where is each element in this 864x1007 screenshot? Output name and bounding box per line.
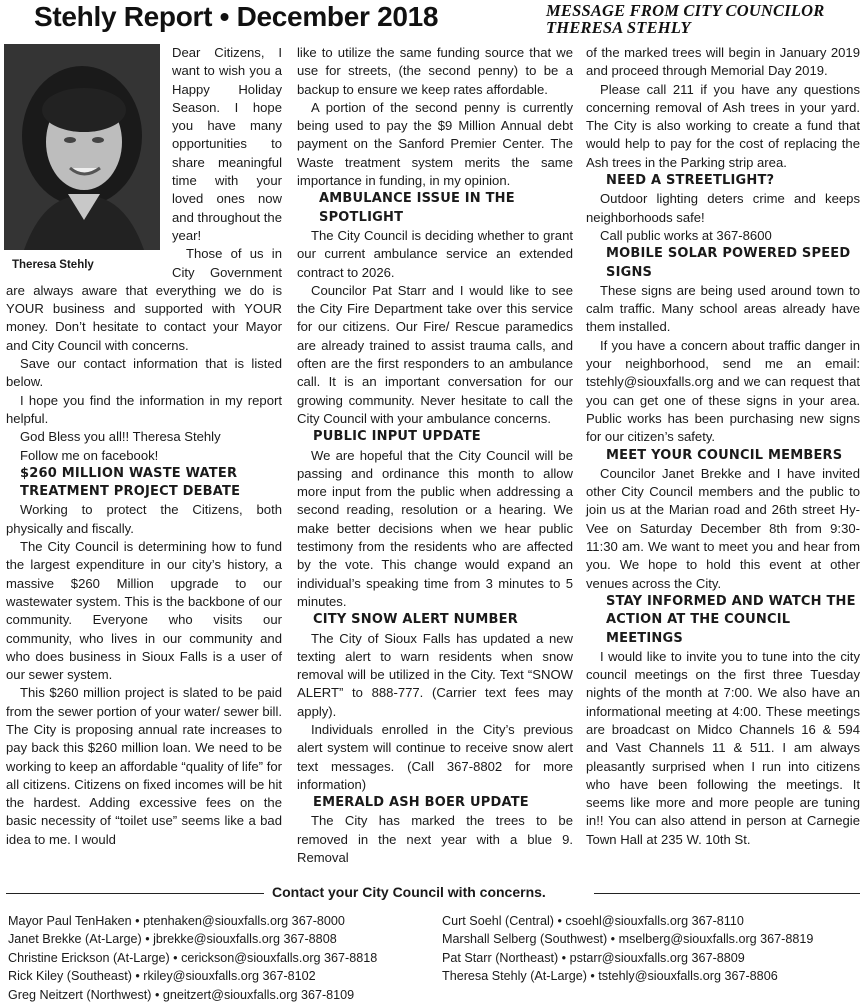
heading-ash-boer: EMERALD ASH BOER UPDATE: [313, 795, 529, 811]
paragraph: Individuals enrolled in the City’s previous alert system will continue to receive snow alert text messages. (Call 367-8802 for more information): [297, 721, 573, 792]
divider-right: [594, 893, 860, 894]
paragraph: Save our contact information that is listed below.: [6, 356, 282, 390]
paragraph: These signs are being used around town to calm traffic. Many school areas already have them installed.: [586, 282, 860, 335]
paragraph: I hope you find the information in my report helpful.: [6, 392, 282, 426]
paragraph: I would like to invite you to tune into the city council meetings on the first three Tuesday nights of the month at 7:00. We also have an informational meeting at 4:00. These meetings are broadcast on Midco Channels 16 & 594 and Vast Channels 11 & 511. I am always pleasantly surprised when I run into citizens who have been following the meetings. It seems like more and more people are tuning in!! You can also attend in person at Carnegie Town Hall at 235 W. 10th St.: [586, 648, 860, 847]
paragraph: Those of us in City Government are always aware that everything we do is YOUR business and supported with YOUR money. Don’t hesitate to contact your Mayor and City Council with concerns.: [6, 246, 282, 353]
paragraph: The City Council is determining how to fund the largest expenditure in our city’s history, a massive $260 Million upgrade to our wastewater system. This is the backbone of our community. Everyone who visits our community, who lives in our community and who does business in Sioux Falls is a user of our sewer system.: [6, 539, 282, 683]
column-3: [586, 44, 860, 849]
masthead-header: [0, 0, 864, 44]
contact-entry: Greg Neitzert (Northwest) • gneitzert@siouxfalls.org 367-8109: [8, 987, 355, 1002]
heading-ambulance: AMBULANCE ISSUE IN THE SPOTLIGHT: [319, 191, 515, 225]
contact-entry: Pat Starr (Northeast) • pstarr@siouxfalls.org 367-8809: [442, 950, 745, 965]
paragraph: If you have a concern about traffic danger in your neighborhood, send me an email: tstehly@siouxfalls.org and we can request that you can get one of these signs in your area. Public works has been purchasing new signs for our citizen’s safety.: [586, 337, 860, 445]
paragraph: A portion of the second penny is currently being used to pay the $9 Million Annual debt payment on the Sanford Premier Center. The Waste treatment system merits the same importance in funding, in my opinion.: [297, 99, 573, 189]
portrait-image: [4, 44, 160, 250]
subtitle-line-2: THERESA STEHLY: [546, 18, 691, 37]
heading-meet-council: MEET YOUR COUNCIL MEMBERS: [606, 447, 843, 463]
paragraph: We are hopeful that the City Council will be passing and ordinance this month to allow more input from the public when addressing a second reading, resolution or a hearing. We make better decisions when we hear public testimony from the residents who are affected by the vote. This change would expand an individual’s speaking time from 3 minutes to 5 minutes.: [297, 447, 573, 609]
heading-waste-water: $260 MILLION WASTE WATER TREATMENT PROJECT DEBATE: [20, 465, 241, 500]
paragraph: Outdoor lighting deters crime and keeps neighborhoods safe!: [586, 191, 860, 225]
column-1: [6, 44, 282, 849]
paragraph: This $260 million project is slated to be paid from the sewer portion of your water/ sewer bill. The City is proposing annual rate increases to pay back this $260 million loan. We need to be working to keep an affordable “quality of life” for all citizens. Citizens on fixed incomes will be hit the hardest. Adding excessive fees on the basic necessity of “toilet use” seems like a bad idea to me. I would: [6, 685, 282, 847]
photo-caption: Theresa Stehly: [12, 259, 94, 271]
contact-entry: Marshall Selberg (Southwest) • mselberg@siouxfalls.org 367-8819: [442, 932, 814, 947]
paragraph: The City of Sioux Falls has updated a new texting alert to warn residents when snow removal will be utilized in the City. Text “SNOW ALERT” to 888-777. (Carrier text fees may apply).: [297, 630, 573, 719]
contact-entry: Theresa Stehly (At-Large) • tstehly@siouxfalls.org 367-8806: [442, 969, 778, 984]
paragraph: Councilor Janet Brekke and I have invited other City Council members and the public to join us at the Marian road and 26th street Hy-Vee on Saturday December 8th from 9:30-11:30 am. We want to meet you and hear from you. We hope to hold this event at other venues across the City.: [586, 465, 860, 591]
paragraph: of the marked trees will begin in January 2019 and proceed through Memorial Day 2019.: [586, 45, 860, 79]
newsletter-subtitle: [546, 2, 824, 36]
paragraph: The City has marked the trees to be removed in the next year with a blue 9. Removal: [297, 813, 573, 866]
intro-paragraph: Dear Citizens, I want to wish you a Happy Holiday Season. I hope you have many opportunities to share meaningful time with your loved ones now and throughout the year!: [172, 45, 282, 243]
contact-entry: Mayor Paul TenHaken • ptenhaken@siouxfalls.org 367-8000: [8, 914, 345, 928]
paragraph: Call public works at 367-8600: [600, 227, 772, 243]
paragraph: Please call 211 if you have any questions concerning removal of Ash trees in your yard. The City is also working to create a fund that would help to pay for the cost of replacing the Ash trees in the Parking strip area.: [586, 81, 860, 170]
heading-snow-alert: CITY SNOW ALERT NUMBER: [313, 612, 518, 628]
divider-left: [6, 893, 264, 894]
paragraph: The City Council is deciding whether to grant our current ambulance service an extended contract to 2026.: [297, 227, 573, 280]
newsletter-title: Stehly Report • December 2018: [34, 1, 439, 32]
heading-stay-informed: STAY INFORMED AND WATCH THE ACTION AT THE COUNCIL MEETINGS: [606, 593, 856, 646]
subtitle-line-1: MESSAGE FROM CITY COUNCILOR: [546, 1, 825, 20]
paragraph: Councilor Pat Starr and I would like to see the City Fire Department take over this service for our citizens. Our Fire/ Rescue paramedics are already trained to assist trauma calls, and often are the first responders to an ambulance call. It is an important conversation for our growing community. Never hesitate to call the City Council with your ambulance concerns.: [297, 282, 573, 426]
contact-entry: Curt Soehl (Central) • csoehl@siouxfalls.org 367-8110: [442, 914, 744, 928]
paragraph: God Bless you all!! Theresa Stehly: [20, 429, 221, 445]
paragraph: Follow me on facebook!: [20, 447, 159, 463]
contact-list-right: [442, 912, 813, 986]
paragraph: Working to protect the Citizens, both physically and fiscally.: [6, 502, 282, 536]
contact-entry: Janet Brekke (At-Large) • jbrekke@siouxfalls.org 367-8808: [8, 932, 337, 947]
contact-entry: Christine Erickson (At-Large) • cerickson@siouxfalls.org 367-8818: [8, 950, 378, 965]
column-2: [297, 44, 573, 867]
heading-speed-signs: MOBILE SOLAR POWERED SPEED SIGNS: [606, 246, 851, 280]
contact-list-left: [8, 912, 377, 1004]
contact-entry: Rick Kiley (Southeast) • rkiley@siouxfalls.org 367-8102: [8, 969, 316, 984]
contact-title: Contact your City Council with concerns.: [272, 884, 546, 900]
heading-public-input: PUBLIC INPUT UPDATE: [313, 429, 481, 445]
heading-streetlight: NEED A STREETLIGHT?: [606, 173, 775, 189]
paragraph: like to utilize the same funding source that we use for streets, (the second penny) to be a backup to ensure we keep rates affordable.: [297, 45, 573, 97]
councilor-photo: [4, 44, 160, 274]
